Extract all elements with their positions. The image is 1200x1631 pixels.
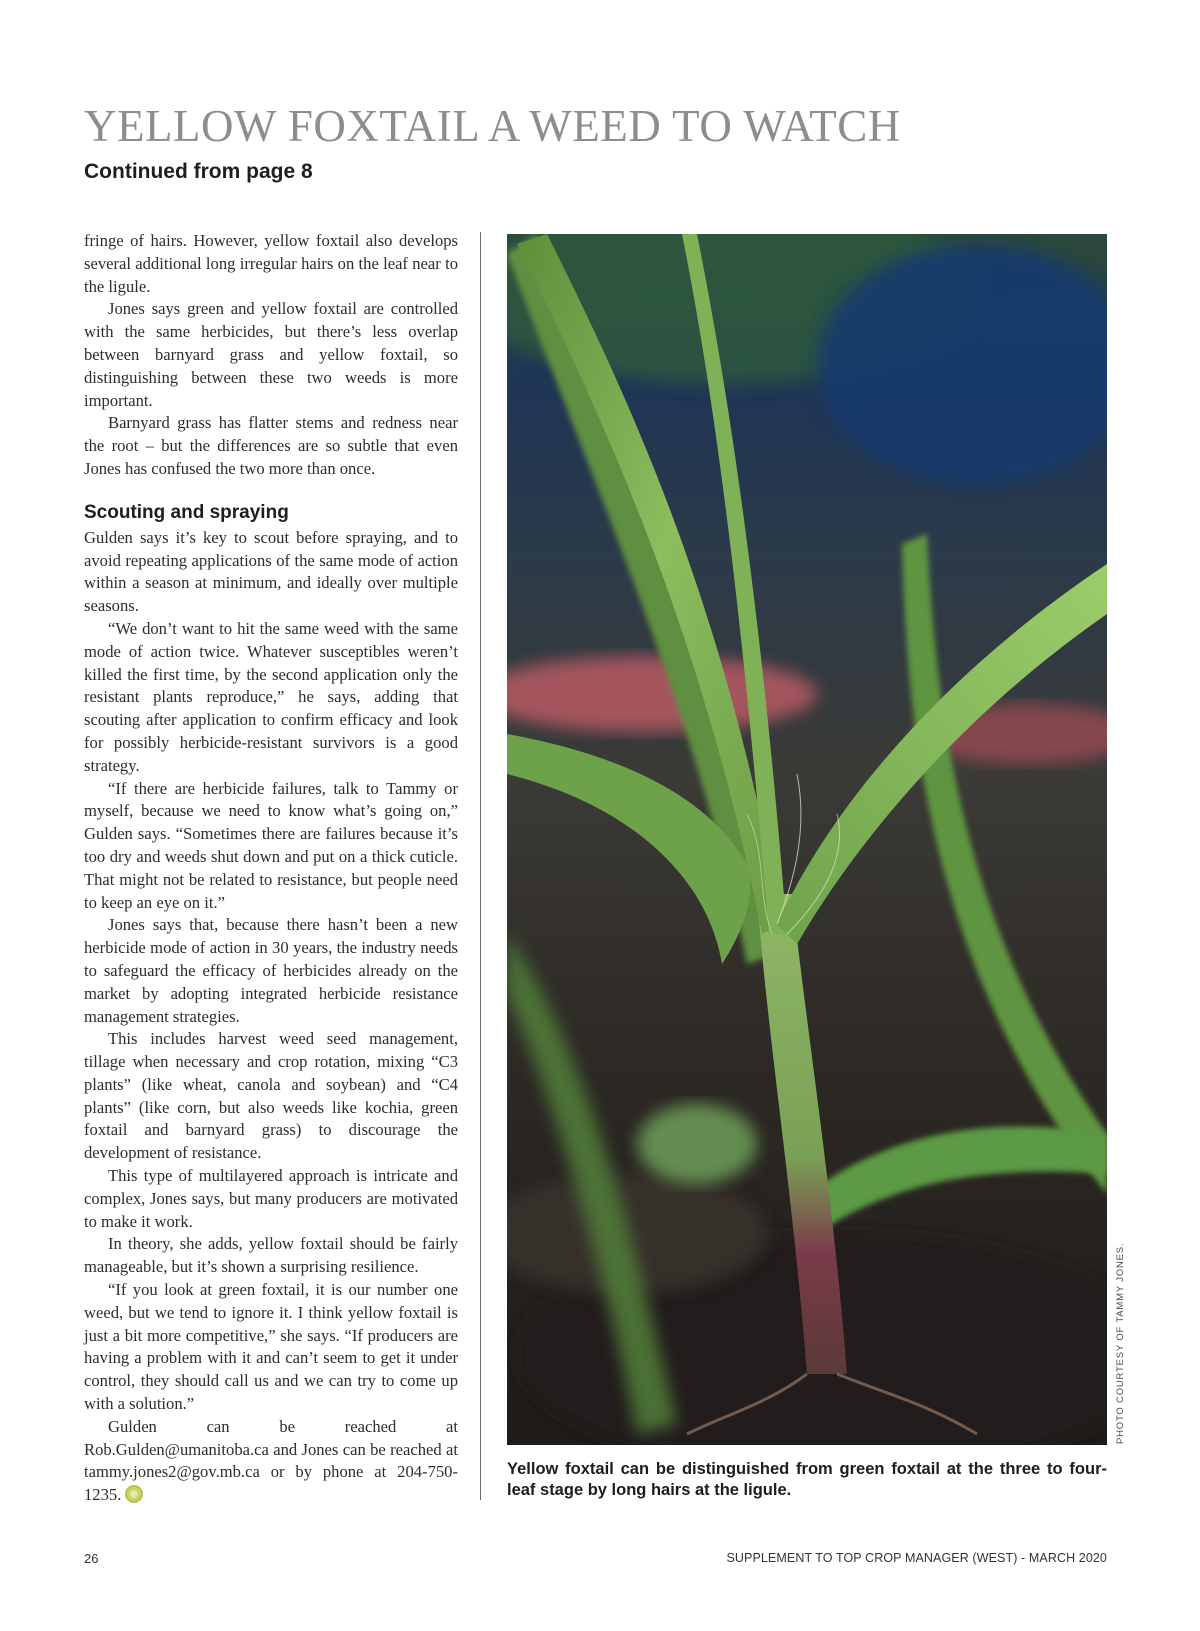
article-paragraph: “If you look at green foxtail, it is our number one weed, but we tend to ignore it. I think yellow foxtail is just a bit more competitive,” she says. “If producers are having a problem with it and can’t seem to get it under control, they should call us and we can try to come up with a solution.”	[84, 1280, 458, 1414]
article-paragraph: This includes harvest weed seed management, tillage when necessary and crop rotation, mixing “C3 plants” (like wheat, canola and soybean) and “C4 plants” (like corn, but also weeds like kochia, green foxtail and barnyard grass) to discourage the development of resistance.	[84, 1029, 458, 1163]
foxtail-seedling-illustration	[507, 234, 1107, 1445]
article-paragraph: “If there are herbicide failures, talk to Tammy or myself, because we need to know what’s going on,” Gulden says. “Sometimes there are failures because it’s too dry and weeds shut down and put on a thick cuticle. That might not be related to resistance, but people need to keep an eye on it.”	[84, 778, 458, 912]
page-number: 26	[84, 1551, 99, 1566]
article-paragraph: Barnyard grass has flatter stems and redness near the root – but the differences are so subtle that even Jones has confused the two more than once.	[84, 413, 458, 478]
wheat-leaf-icon	[125, 1485, 143, 1503]
article-paragraph: “We don’t want to hit the same weed with the same mode of action twice. Whatever susceptibles weren’t killed the first time, by the second application only the resistant plants reproduce,” he says, adding that scouting after application to confirm efficacy and look for possibly herbicide-resistant survivors is a good strategy.	[84, 618, 458, 775]
article-body-column	[84, 230, 458, 1507]
column-divider	[480, 232, 481, 1500]
running-footer: SUPPLEMENT TO TOP CROP MANAGER (WEST) - MARCH 2020	[726, 1551, 1107, 1565]
photo-caption: Yellow foxtail can be distinguished from green foxtail at the three to four-leaf stage by long hairs at the ligule.	[507, 1460, 1107, 1499]
foxtail-photo	[507, 234, 1107, 1445]
article-paragraph: In theory, she adds, yellow foxtail should be fairly manageable, but it’s shown a surprising resilience.	[84, 1234, 458, 1277]
article-paragraph: Jones says that, because there hasn’t been a new herbicide mode of action in 30 years, the industry needs to safeguard the efficacy of herbicides already on the market by adopting integrated herbicide resistance management strategies.	[84, 915, 458, 1026]
section-subhead: Scouting and spraying	[84, 501, 289, 523]
article-contact-paragraph	[84, 1416, 458, 1507]
article-headline: YELLOW FOXTAIL A WEED TO WATCH	[84, 101, 901, 151]
article-paragraph: This type of multilayered approach is intricate and complex, Jones says, but many producers are motivated to make it work.	[84, 1166, 458, 1231]
continued-from-note: Continued from page 8	[84, 160, 313, 183]
article-paragraph: fringe of hairs. However, yellow foxtail also develops several additional long irregular hairs on the leaf near to the ligule.	[84, 231, 458, 296]
photo-credit: PHOTO COURTESY OF TAMMY JONES.	[1115, 1242, 1126, 1444]
article-paragraph: Jones says green and yellow foxtail are controlled with the same herbicides, but there’s less overlap between barnyard grass and yellow foxtail, so distinguishing between these two weeds is more important.	[84, 299, 458, 410]
article-paragraph: Gulden says it’s key to scout before spraying, and to avoid repeating applications of the same mode of action within a season at minimum, and ideally over multiple seasons.	[84, 527, 458, 616]
contact-text: Gulden can be reached at Rob.Gulden@umanitoba.ca and Jones can be reached at tammy.jones2@gov.mb.ca or by phone at 204-750-1235.	[84, 1416, 458, 1505]
